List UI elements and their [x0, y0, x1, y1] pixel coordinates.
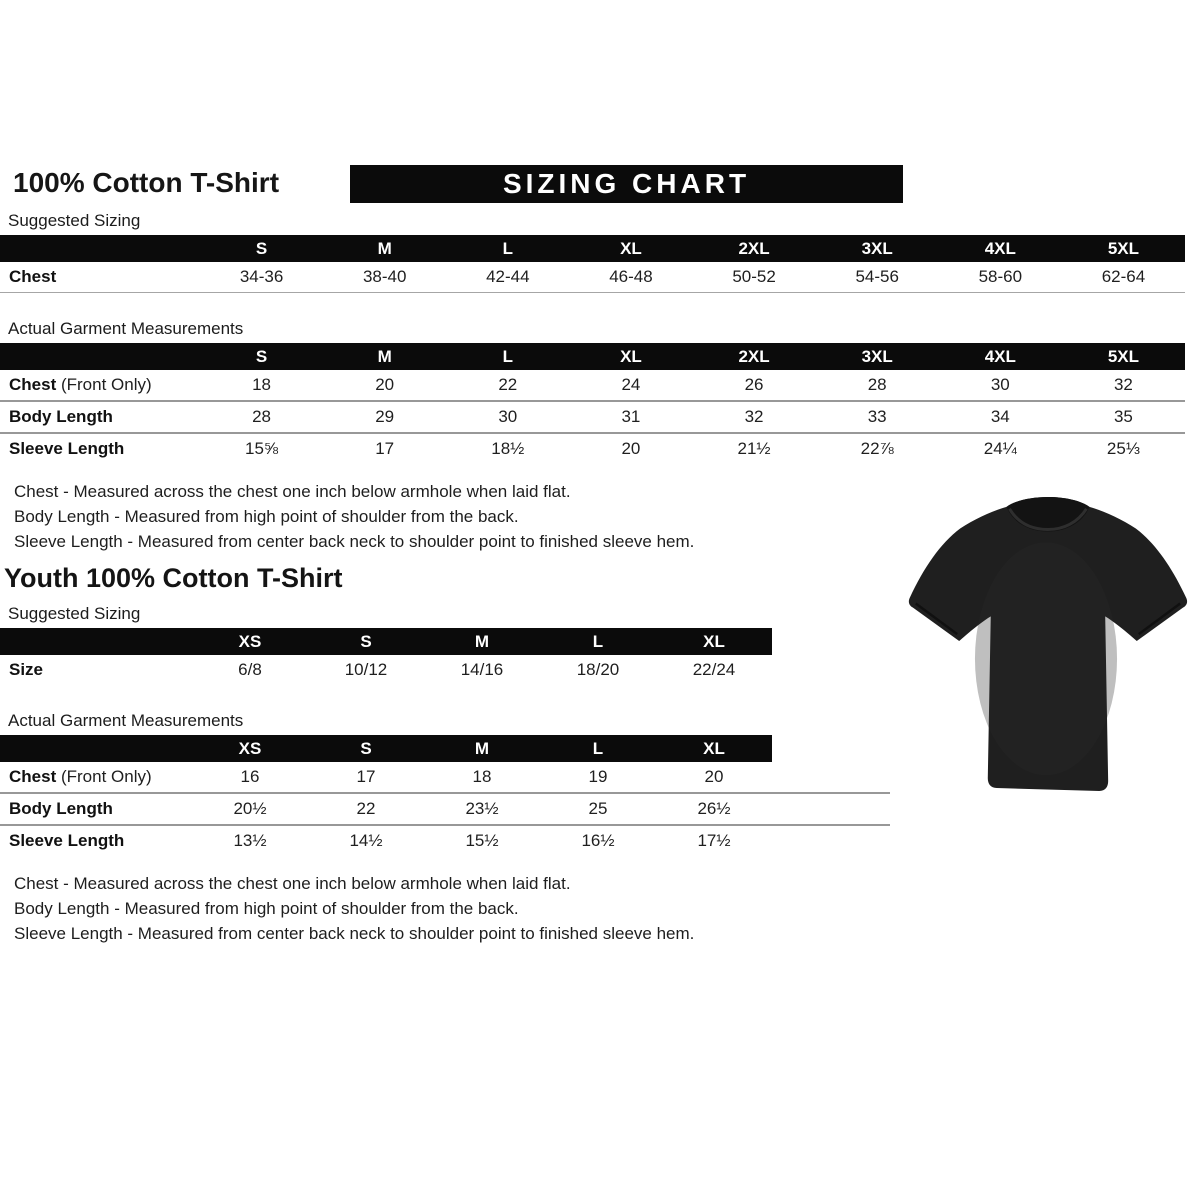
youth-suggested-sizing-table	[0, 628, 890, 685]
size-column-header: 3XL	[816, 343, 939, 370]
measurement-cell: 22	[446, 370, 569, 401]
measurement-row	[0, 825, 890, 856]
measurement-cell: 17	[323, 433, 446, 464]
measurement-cell: 28	[200, 401, 323, 433]
measurement-cell: 58-60	[939, 262, 1062, 293]
row-label-header-cell	[0, 735, 192, 762]
measurement-cell: 29	[323, 401, 446, 433]
measurement-cell: 42-44	[446, 262, 569, 293]
size-column-header: XS	[192, 628, 308, 655]
measurement-cell: 30	[446, 401, 569, 433]
measurement-cell: 22⅞	[816, 433, 939, 464]
adult-actual-measurements-label: Actual Garment Measurements	[8, 319, 244, 338]
measurement-cell: 26½	[656, 793, 772, 825]
measurement-cell: 25	[540, 793, 656, 825]
measurement-cell: 33	[816, 401, 939, 433]
spacer-cell	[772, 825, 890, 856]
measurement-row-label: Sleeve Length	[0, 825, 192, 856]
measurement-row	[0, 262, 1185, 293]
size-column-header: XS	[192, 735, 308, 762]
measurement-cell: 17	[308, 762, 424, 793]
youth-suggested-sizing-label: Suggested Sizing	[8, 604, 141, 623]
measurement-row	[0, 762, 890, 793]
sizing-chart-banner	[350, 165, 903, 203]
size-column-header: S	[308, 628, 424, 655]
tshirt-graphic	[898, 476, 1194, 810]
measurement-cell: 24	[569, 370, 692, 401]
measurement-cell: 18	[200, 370, 323, 401]
measurement-row	[0, 401, 1185, 433]
size-column-header: M	[424, 735, 540, 762]
measurement-row	[0, 655, 890, 685]
tshirt-image	[898, 476, 1194, 810]
spacer-cell	[772, 628, 890, 655]
size-column-header: M	[323, 343, 446, 370]
measurement-cell: 24¼	[939, 433, 1062, 464]
measurement-cell: 62-64	[1062, 262, 1185, 293]
size-column-header: 4XL	[939, 343, 1062, 370]
spacer-cell	[772, 735, 890, 762]
measurement-row	[0, 370, 1185, 401]
measurement-row-label: Sleeve Length	[0, 433, 200, 464]
row-label-header-cell	[0, 343, 200, 370]
measurement-cell: 54-56	[816, 262, 939, 293]
adult-suggested-sizing-table	[0, 235, 1185, 293]
measurement-cell: 18½	[446, 433, 569, 464]
measurement-cell: 16½	[540, 825, 656, 856]
youth-section-title: Youth 100% Cotton T-Shirt	[4, 563, 343, 593]
measurement-cell: 30	[939, 370, 1062, 401]
title-row	[0, 165, 1200, 209]
size-column-header: 4XL	[939, 235, 1062, 262]
note-line: Sleeve Length - Measured from center back neck to shoulder point to finished sleeve hem.	[14, 924, 695, 943]
measurement-cell: 15½	[424, 825, 540, 856]
measurement-cell: 25⅓	[1062, 433, 1185, 464]
page-title: 100% Cotton T-Shirt	[13, 167, 280, 198]
note-line: Body Length - Measured from high point of shoulder from the back.	[14, 507, 519, 526]
measurement-row-label: Size	[0, 655, 192, 685]
measurement-cell: 14/16	[424, 655, 540, 685]
measurement-row	[0, 793, 890, 825]
youth-actual-measurements-table	[0, 735, 890, 856]
size-column-header: M	[323, 235, 446, 262]
size-column-header: 2XL	[693, 343, 816, 370]
size-column-header: XL	[569, 235, 692, 262]
measurement-cell: 21½	[693, 433, 816, 464]
measurement-cell: 19	[540, 762, 656, 793]
row-label-header-cell	[0, 235, 200, 262]
measurement-row-label: Chest (Front Only)	[0, 762, 192, 793]
size-column-header: L	[446, 235, 569, 262]
note-line: Chest - Measured across the chest one inch below armhole when laid flat.	[14, 874, 571, 893]
sizing-chart-banner-label: SIZING CHART	[502, 168, 751, 199]
measurement-cell: 14½	[308, 825, 424, 856]
measurement-cell: 50-52	[693, 262, 816, 293]
size-column-header: 5XL	[1062, 343, 1185, 370]
size-column-header: 3XL	[816, 235, 939, 262]
measurement-cell: 38-40	[323, 262, 446, 293]
measurement-cell: 18/20	[540, 655, 656, 685]
measurement-row-label: Body Length	[0, 401, 200, 433]
note-line: Chest - Measured across the chest one inch below armhole when laid flat.	[14, 482, 571, 501]
measurement-row-label: Chest (Front Only)	[0, 370, 200, 401]
measurement-cell: 22	[308, 793, 424, 825]
size-column-header: S	[308, 735, 424, 762]
spacer-cell	[772, 655, 890, 685]
measurement-cell: 32	[693, 401, 816, 433]
measurement-row-label: Body Length	[0, 793, 192, 825]
note-line: Sleeve Length - Measured from center back neck to shoulder point to finished sleeve hem.	[14, 532, 695, 551]
adult-suggested-sizing-label: Suggested Sizing	[8, 211, 141, 230]
measurement-cell: 26	[693, 370, 816, 401]
measurement-cell: 20	[569, 433, 692, 464]
measurement-cell: 20	[656, 762, 772, 793]
measurement-cell: 17½	[656, 825, 772, 856]
size-column-header: XL	[656, 735, 772, 762]
measurement-cell: 20	[323, 370, 446, 401]
measurement-cell: 13½	[192, 825, 308, 856]
size-column-header: S	[200, 343, 323, 370]
measurement-cell: 28	[816, 370, 939, 401]
size-column-header: XL	[569, 343, 692, 370]
size-column-header: S	[200, 235, 323, 262]
spacer-cell	[772, 762, 890, 793]
youth-measurement-notes	[14, 871, 1200, 946]
measurement-cell: 20½	[192, 793, 308, 825]
measurement-cell: 34	[939, 401, 1062, 433]
size-column-header: XL	[656, 628, 772, 655]
size-column-header: M	[424, 628, 540, 655]
measurement-cell: 32	[1062, 370, 1185, 401]
measurement-cell: 31	[569, 401, 692, 433]
note-line: Body Length - Measured from high point of shoulder from the back.	[14, 899, 519, 918]
size-column-header: 5XL	[1062, 235, 1185, 262]
measurement-cell: 35	[1062, 401, 1185, 433]
tshirt-highlight	[975, 542, 1117, 775]
measurement-cell: 23½	[424, 793, 540, 825]
measurement-cell: 10/12	[308, 655, 424, 685]
spacer-cell	[772, 793, 890, 825]
measurement-cell: 34-36	[200, 262, 323, 293]
measurement-row	[0, 433, 1185, 464]
size-column-header: 2XL	[693, 235, 816, 262]
measurement-cell: 46-48	[569, 262, 692, 293]
measurement-cell: 18	[424, 762, 540, 793]
measurement-cell: 6/8	[192, 655, 308, 685]
size-column-header: L	[540, 628, 656, 655]
size-column-header: L	[540, 735, 656, 762]
measurement-cell: 22/24	[656, 655, 772, 685]
adult-actual-measurements-table	[0, 343, 1185, 464]
measurement-cell: 15⅝	[200, 433, 323, 464]
row-label-header-cell	[0, 628, 192, 655]
measurement-row-label: Chest	[0, 262, 200, 293]
measurement-cell: 16	[192, 762, 308, 793]
size-column-header: L	[446, 343, 569, 370]
youth-actual-measurements-label: Actual Garment Measurements	[8, 711, 244, 730]
